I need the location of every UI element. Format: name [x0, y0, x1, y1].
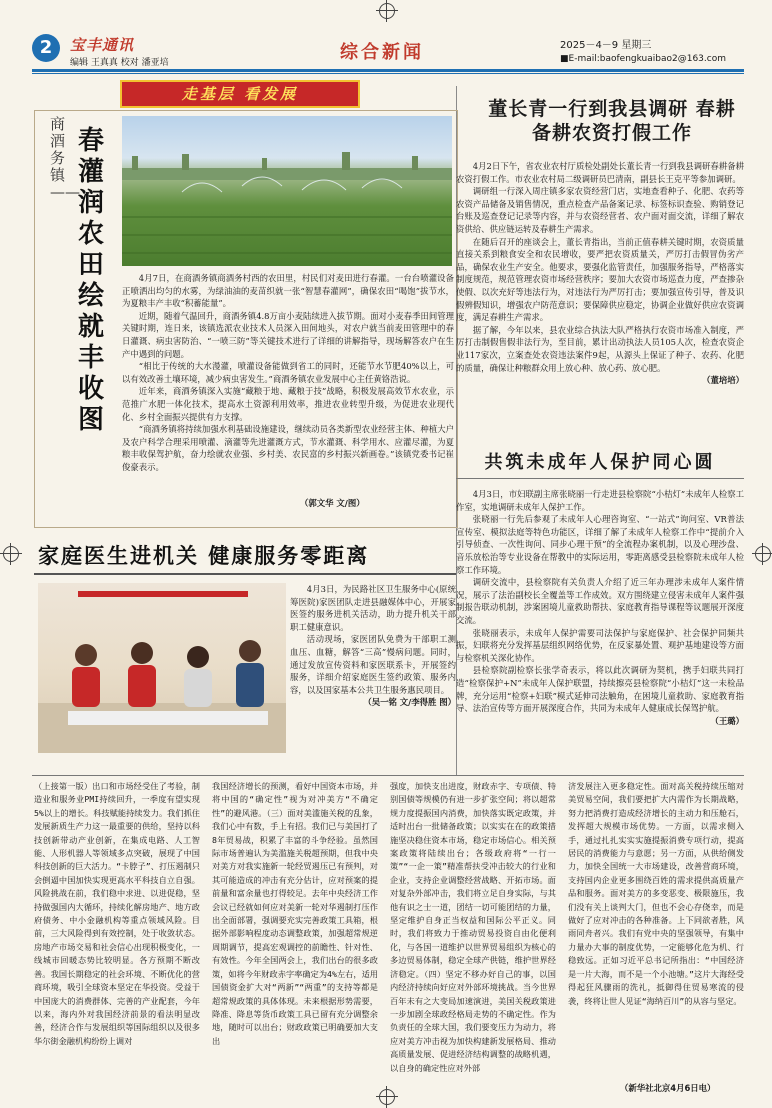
paragraph: 据了解，今年以来，县农业综合执法大队严格执行农资市场准入制度，严厉打击制假售假非法行为，至目前，累计出动执法人员105人次，检查农资企业117家次，立案查处农资违法案件9起，从源头上保证了种子、农药、化肥的质量，确保让种粮群众用上放心种、放心药、放心肥。: [456, 324, 744, 373]
register-mark-right: [755, 546, 771, 562]
paragraph: 调研组一行深入周庄镇多家农资经营门店，实地查看种子、化肥、农药等农资产品储备及销售情况，重点检查产品备案记录、标签标识查验、购销登记台账及巡查登记记录等内容，并与农资经营者、农户面对面交流，详细了解农资供给、供应链运转及春耕生产需求。: [456, 186, 744, 234]
header-rule: [32, 69, 744, 72]
byline: （吴一铭 文/李得胜 图）: [363, 697, 456, 708]
doctor-visit-photo: [38, 583, 286, 753]
page-number-badge: 2: [32, 34, 60, 62]
paragraph: 强度，加快支出进度，财政赤字、专项债、特别国债等规模仍有进一步扩张空间；将以超常规力度提振国内消费，加快落实既定政策，并适时出台一批储备政策；以实实在在的政策措施坚决稳住资本市场，稳定市场信心。相关预案政策将陆续出台；各级政府将“一行一策”“一企一策”精准帮扶受冲击较大的行业和企业，支持企业调整经营战略、开拓市场。面对复杂外部冲击，我们将立足自身实际，与其他有识之士一道，团结一切可能团结的力量，坚定维护自身正当权益和国际公平正义。同时，我们将致力于推动贸易投资自由化便利化，与各国一道维护以世界贸易组织为核心的多边贸易体制，稳定全球产供链，维护世界经济稳定。（四）坚定不移办好自己的事，以国内经济持续向好应对外部环境挑战。当今世界百年未有之大变局加速演进，美国关税政策进一步加剧全球政经格局走势的不确定性。作为负责任的全球大国，我们要变压力为动力，将应对美方冲击视为加快构建新发展格局、推动高质量发展、促进经济结构调整的战略机遇，以自身的确定性应对外部: [390, 781, 556, 1073]
register-mark-left: [3, 546, 19, 562]
issue-date: 2025－4－9 星期三: [560, 40, 652, 51]
paragraph: （上接第一版）出口和市场经受住了考验，制造业和服务业PMI持续回升，一季度有望实现5%以上的增长。科技赋能持续发力。我们抓住发展新质生产力这一最重要的供给，坚持以科技创新带动产业创新，在集成电路、人工智能、人形机器人等领域多点突破，展现了中国科技创新的巨大活力。“卡脖子”、打压遏制只会倒逼中国加快实现更高水平科技自立自强。风险挑战在前，我们稳中求进、以进促稳，坚持做强国内大循环，持续化解房地产、地方政府债务、中小金融机构等重点领域风险。目前，三大风险得到有效控制，处于收敛状态。房地产市场交易和社会信心出现积极变化，一线城市回暖态势比较明显。各方预期不断改善。我国长期稳定的社会环境、不断优化的营商环境，吸引全球资本坚定在华投资。受益于中国庞大的消费群体、完善的产业配套，今年以来，海内外对我国经济前景的看法明显改善，经济合作与发展组织等国际组织以及很多华尔街金融机构纷纷上调对: [34, 781, 200, 1046]
paragraph: 近年来，商酒务镇深入实施“藏粮于地、藏粮于技”战略，积极发展高效节水农业，示范推广水肥一体化技术，提高水土资源利用效率，推进农业转型升级，为促进农业现代化、乡村全面振兴提供有力支撑。: [122, 386, 454, 422]
banner-ribbon: 走基层 看发展: [120, 80, 360, 108]
paragraph: 4月7日，在商酒务镇商酒务村西的农田里，村民们对麦田进行春灌。一台台喷灌设备正喷洒出均匀的水雾，为绿油油的麦苗织就一张“智慧春灌网”，确保农田“喝饱”拔节水，为夏粮丰产丰收“积蓄能量”。: [122, 273, 454, 309]
title-rule: [34, 573, 456, 575]
news-agency-credit: （新华社北京4月6日电）: [620, 1083, 716, 1093]
farmland-illustration: [122, 116, 452, 266]
spring-article-body: [122, 272, 454, 512]
paper-name: 宝丰通讯: [70, 36, 135, 54]
inspection-article-body: [456, 160, 744, 428]
paragraph: “商酒务镇将持续加强水利基础设施建设，继续动员各类新型农业经营主体、种植大户及农户科学合理采用喷灌、滴灌等先进灌溉方式，节水灌溉、科学用水、应灌尽灌，为夏粮丰收保驾护航，奋力绘就农业强、乡村美、农民富的乡村振兴新画卷。”该镇党委书记崔俊豪表示。: [122, 424, 454, 472]
paragraph: 县检察院副检察长张学奇表示，将以此次调研为契机，携手妇联共同打造“检察保护+N”未成年人保护联盟，持续擦亮县检察院“小桔灯”这一未检品牌，充分运用“检察+妇联”模式延伸司法触角，在困境儿童救助、家庭教育指导、法治宣传等方面开展深度合作，共同为未成年人健康成长保驾护航。: [456, 665, 744, 714]
paragraph: 4月3日，市妇联副主席张晓丽一行走进县检察院“小桔灯”未成年人检察工作室，实地调研未成年人保护工作。: [456, 489, 744, 512]
byline: （郭文华 文/图）: [300, 498, 365, 508]
paragraph: 我国经济增长的预测，看好中国资本市场，并将中国的“确定性”视为对冲美方“不确定性”的避风港。（三）面对美滥施关税的乱象，我们心中有数，手上有招。我们已与美国打了8年贸易战，积累了丰富的斗争经验。虽然国际市场普遍认为美滥施关税超预期，但我中央对美方对我实施新一轮经贸遏压已有预判，对其可能造成的冲击有充分估计，应对预案的提前量和富余量也打得较足。去年中央经济工作会议已经就如何应对美新一轮对华遏制打压作出全面部署，强调要充实完善政策工具箱，根据外部影响程度动态调整政策，加强超常规逆周期调节，提高宏观调控的前瞻性、针对性、有效性。今年全国两会上，我们出台的很多政策，如将今年财政赤字率确定为4%左右，适用国债资金扩大对“两新”“两重”的支持等都是超常规政策的具体体现。未来根据形势需要，降准、降息等货币政策工具已留有充分调整余地，随时可以出台；财政政策已明确要加大支出: [212, 781, 378, 1046]
title-rule: [456, 478, 744, 479]
section-divider: [32, 775, 744, 776]
paragraph: 4月3日，为民路社区卫生服务中心(原统筹医院)家医团队走进县融媒体中心，开展家医签约服务进机关活动，助力提升机关干部职工健康意识。: [290, 584, 456, 632]
staff-credits: 编辑 王真真 校对 潘亚培: [70, 58, 169, 68]
paragraph: 在随后召开的座谈会上，董长青指出，当前正值春耕关键时期，农资质量直接关系到粮食安全和农民增收，要严把农资质量关，严厉打击假冒伪劣产品，确保农业生产安全。他要求，要强化监管责任，加强服务指导，严格落实制度规范，规范管理农资市场经营秩序；要加大农资市场巡查力度，严查掺杂使假、以次充好等违法行为，对违法行为严厉打击；要加强宣传引导，普及识假辨假知识，增强农户防范意识；要保障供应稳定，协调企业做好供应农资调度，满足春耕生产需求。: [456, 236, 744, 323]
commentary-column-2: [212, 780, 378, 1080]
byline: （董培培）: [702, 375, 744, 386]
paragraph: 张晓丽一行先后参观了未成年人心理咨询室、“一站式”询问室、VR普法宣传室、模拟法庭等特色功能区，详细了解了未成年人检察工作中“提前介入引导侦查、一次性询问、同步心理干预”的全流程办案机制，以及心理沙盘、音乐放松治等专业设备在帮教中的实际运用，零距离感受县检察院未成年人检察工作环境。: [456, 514, 744, 575]
section-title: 综合新闻: [340, 42, 424, 63]
paragraph: 活动现场，家医团队免费为干部职工测血压、血糖，解答“三高”慢病问题。同时，通过发放宣传资料和家医联系卡，开展签约服务，详细介绍家庭医生签约政策、服务内容，以及国家基本公共卫生服务惠民项目。: [290, 634, 456, 695]
byline: （王璐）: [710, 715, 744, 726]
paragraph: “相比于传统的大水漫灌，喷灌设备能做到省工的同时，还能节水节肥40%以上，可以有效改善土壤环境，减少病虫害发生。”商酒务镇农业发展中心主任黄铬浩说。: [122, 361, 454, 384]
register-mark-bottom: [379, 1089, 395, 1105]
paragraph: 4月2日下午，省农业农村厅质检处副处长董长青一行到我县调研春耕备耕农资打假工作。市农业农村局二级调研员巴清南，副县长王克平等参加调研。: [456, 161, 744, 184]
commentary-column-4: [568, 780, 744, 1080]
minor-protection-title: 共筑未成年人保护同心圆: [484, 452, 716, 473]
farmland-irrigation-photo: [122, 116, 452, 266]
doctor-article-title: 家庭医生进机关 健康服务零距离: [38, 543, 370, 568]
header-rule-thin: [32, 73, 744, 74]
spring-article-eyebrow: 商酒务镇——: [50, 115, 80, 201]
paragraph: 张晓丽表示，未成年人保护需要司法保护与家庭保护、社会保护同频共振，妇联将充分发挥基层组织网络优势，在反家暴处置、观护基地建设等方面与检察机关深化协作。: [456, 627, 744, 663]
minor-protection-body: [456, 488, 744, 770]
paragraph: 济发展注入更多稳定性。面对高关税持续压缩对美贸易空间，我们要把扩大内需作为长期战略，努力把消费打造成经济增长的主动力和压舱石，发挥超大规模市场优势。一方面，以需求侧入手，通过扎扎实实实施提振消费专项行动，提高居民的消费能力与意愿；另一方面，从供给侧发力，加快全国统一大市场建设，改善营商环境，支持国内企业更多围绕百姓的需求提供高质量产品和服务。面对美方的多变恶变、极限施压，我们没有关上谈判大门，但也不会心存侥幸，而是做好了应对冲击的各种准备。上下同欲者胜，风雨同舟者兴。我们有党中央的坚强领导，有集中力量办大事的制度优势，一定能够化危为机、行稳致远。正如习近平总书记所指出：“中国经济是一片大海，而不是一个小池塘。”这片大海经受得起狂风骤雨的洗礼，抵御得住贸易寒流的侵袭，终将让世人见证“海纳百川”的从容与坚定。: [568, 781, 744, 1006]
spring-article-title: 春灌润农田 绘就丰收图: [78, 126, 105, 435]
paragraph: 近期，随着气温回升，商酒务镇4.8万亩小麦陆续进入拔节期。面对小麦春季田间管理关键时期，连日来，该镇选派农业技术人员深入田间地头，对农户就当前麦田管理中的春日灌溉、病虫害防治、“一喷三防”等关键技术进行了详细的讲解指导，现场解答农户在生产中遇到的问题。: [122, 310, 454, 359]
contact-email: ■E-mail:baofengkuaibao2@163.com: [560, 54, 726, 64]
inspection-article-title: 董长青一行到我县调研 春耕备耕农资打假工作: [488, 98, 736, 144]
doctors-illustration: [38, 583, 286, 753]
paragraph: 调研交流中，县检察院有关负责人介绍了近三年办理涉未成年人案件情况，展示了法治副校长全覆盖等工作成效。双方围绕建立侵害未成年人案件强制报告联动机制，涉案困境儿童救助帮扶、家庭教育指导课程等议题展开深度交流。: [456, 577, 744, 625]
commentary-column-1: [34, 780, 200, 1080]
doctor-article-body: [290, 583, 456, 769]
commentary-column-3: [390, 780, 556, 1080]
register-mark-top: [379, 3, 395, 19]
